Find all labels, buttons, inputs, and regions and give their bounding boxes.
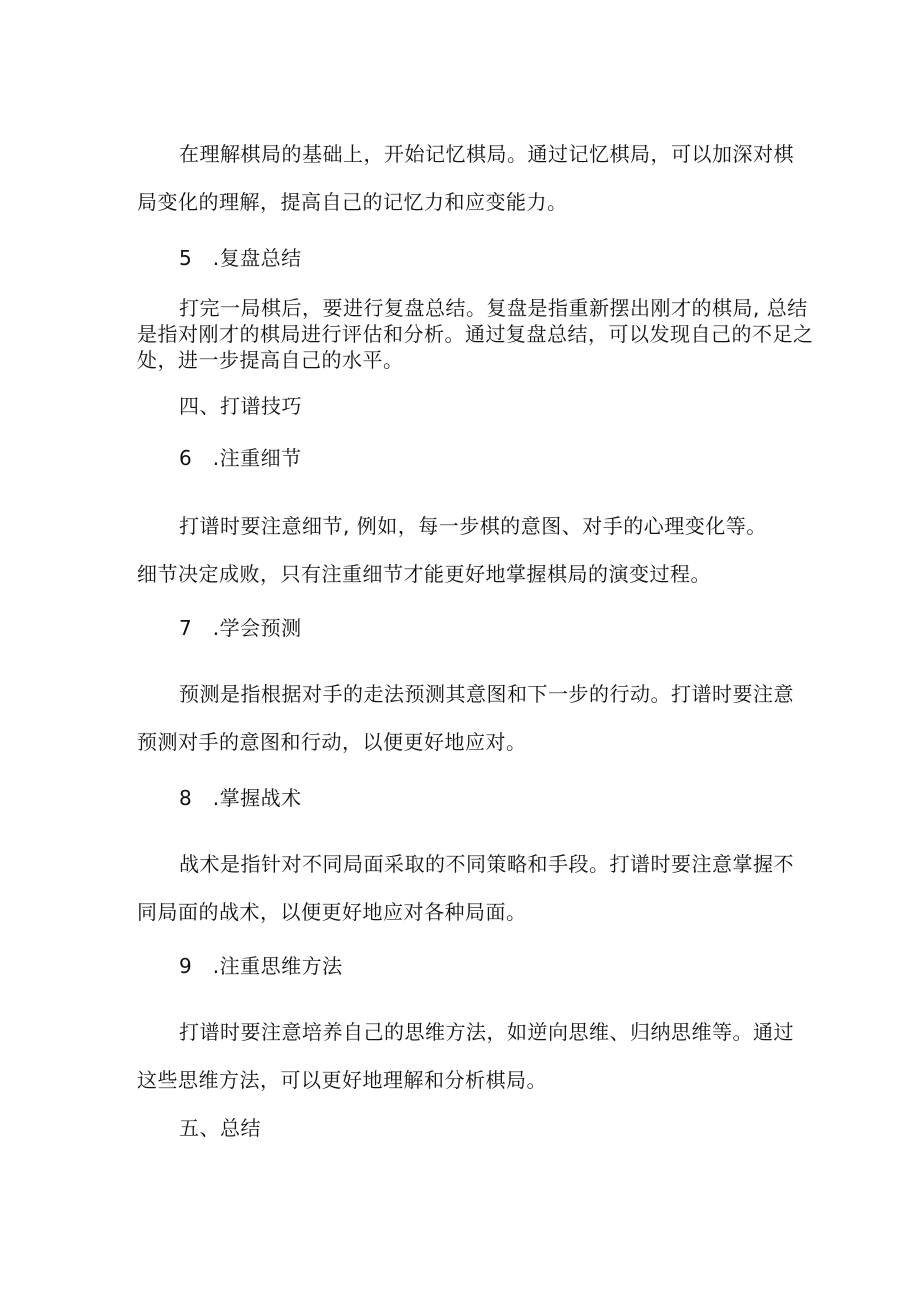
section-heading: 9 .注重思维方法 <box>179 954 343 978</box>
paragraph-line: 预测对手的意图和行动，以便更好地应对。 <box>137 730 527 754</box>
paragraph-line: 预测是指根据对手的走法预测其意图和下一步的行动。打谱时要注意 <box>179 682 794 706</box>
section-heading: 5 .复盘总结 <box>179 246 302 270</box>
paragraph-line: 打完一局棋后，要进行复盘总结。复盘是指重新摆出刚才的棋局, 总结 <box>179 296 808 320</box>
section-heading: 五、总结 <box>179 1116 261 1140</box>
paragraph-line: 是指对刚才的棋局进行评估和分析。通过复盘总结，可以发现自己的不足之 <box>137 322 814 346</box>
paragraph-line: 这些思维方法，可以更好地理解和分析棋局。 <box>137 1068 547 1092</box>
paragraph-line: 打谱时要注意培养自己的思维方法，如逆向思维、归纳思维等。通过 <box>179 1020 794 1044</box>
section-heading: 6 .注重细节 <box>179 446 302 470</box>
paragraph-line: 同局面的战术，以便更好地应对各种局面。 <box>137 900 527 924</box>
section-heading: 8 .掌握战术 <box>179 786 302 810</box>
paragraph-line: 打谱时要注意细节, 例如，每一步棋的意图、对手的心理变化等。 <box>179 514 767 538</box>
paragraph-line: 在理解棋局的基础上，开始记忆棋局。通过记忆棋局，可以加深对棋 <box>179 142 794 166</box>
section-heading: 7 .学会预测 <box>179 616 302 640</box>
paragraph-line: 战术是指针对不同局面采取的不同策略和手段。打谱时要注意掌握不 <box>179 852 794 876</box>
paragraph-line: 处，进一步提高自己的水平。 <box>137 348 404 372</box>
section-heading: 四、打谱技巧 <box>179 394 302 418</box>
paragraph-line: 细节决定成败，只有注重细节才能更好地掌握棋局的演变过程。 <box>137 562 711 586</box>
paragraph-line: 局变化的理解，提高自己的记忆力和应变能力。 <box>137 190 568 214</box>
